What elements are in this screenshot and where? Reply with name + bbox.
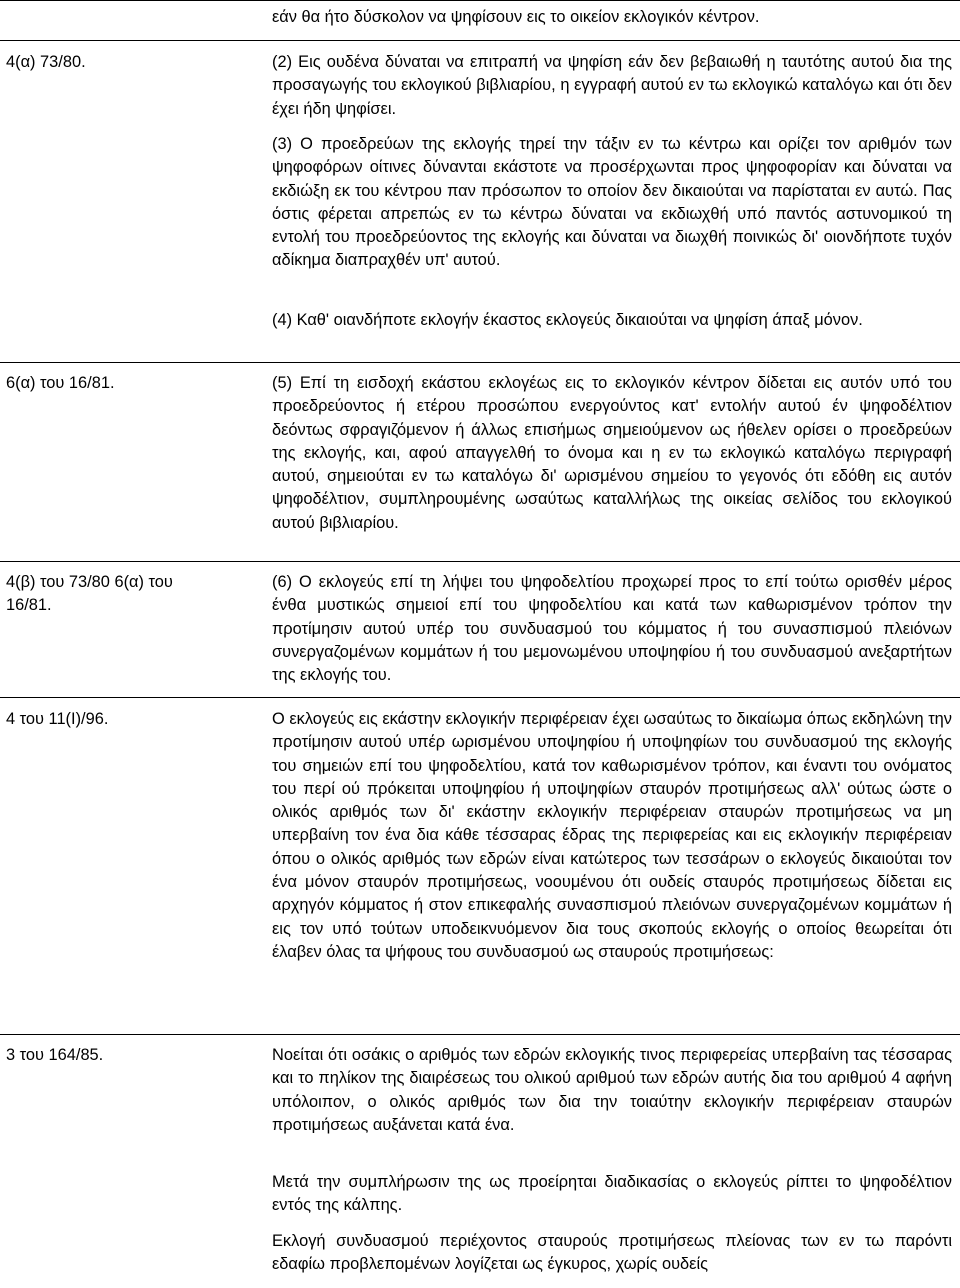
provision-paragraph: εάν θα ήτο δύσκολον να ψηφίσουν εις το οικείον εκλογικόν κέντρον. <box>272 8 760 26</box>
legal-reference: 4(α) 73/80. <box>6 53 86 71</box>
provision-paragraph: Νοείται ότι οσάκις ο αριθμός των εδρών εκλογικής τινος περιφερείας υπερβαίνη τας τέσσαρας και το πηλίκον της διαιρέσεως του ολικού αριθμού των εδρών αυτής δια του αριθμού 4 αφήνη υπόλοιπον, ο ολικός αριθμός των δια την τοιαύτην εκλογικήν περιφέρειαν σταυρών προτιμήσεως αυξάνεται κατά ένα. <box>272 1046 952 1134</box>
provision-paragraph: (2) Εις ουδένα δύναται να επιτραπή να ψηφίση εάν δεν βεβαιωθή η ταυτότης αυτού δια της προσαγωγής του εκλογικού βιβλιαρίου, η εγγραφή αυτού εν τω εκλογικώ καταλόγω και ότι δεν έχει ήδη ψηφίσει. <box>272 53 952 118</box>
row-divider <box>0 0 960 1</box>
row-divider <box>0 561 960 562</box>
row-divider <box>0 1034 960 1035</box>
provision-paragraph: Εκλογή συνδυασμού περιέχοντος σταυρούς προτιμήσεως πλείονας των εν τω παρόντι εδαφίω προβλεπομένων λογίζεται ως έγκυρος, χωρίς ουδείς <box>272 1232 952 1274</box>
provision-paragraph: (6) Ο εκλογεύς επί τη λήψει του ψηφοδελτίου προχωρεί προς το επί τούτω ορισθέν μέρος ένθα μυστικώς σημειοί επί του ψηφοδελτίου και κατά των καθωρισμένον τρόπον την προτίμησιν αυτού υπέρ του συνδυασμού του κόμματος ή του συνασπισμού πλειόνων συνεργαζομένων κομμάτων ή του μεμονωμένου υποψηφίου ή του συνδυασμού ανεξαρτήτων της εκλογής του. <box>272 573 952 685</box>
legal-reference: 3 του 164/85. <box>6 1046 104 1064</box>
provision-paragraph: (5) Επί τη εισδοχή εκάστου εκλογέως εις το εκλογικόν κέντρον δίδεται εις αυτόν υπό του προεδρεύοντος ή ετέρου προσώπου ενεργούντος κατ' εντολήν αυτού έν ψηφοδέλτιον δεόντως σφραγιζόμενον ή άλλως επισήμως σημειούμενον ως ήθελεν ορίσει ο προεδρεύων της εκλογής, και, αφού απαγγελθή το όνομα και η εν τω εκλογικώ καταλόγω περιγραφή αυτού, σημειούται εν τω καταλόγω δι' ωρισμένου σημείου το γεγονός ότι εδόθη εις αυτόν ψηφοδέλτιον, συμπληρουμένης ωσαύτως καταλλήλως της οικείας σελίδος του εκλογικού αυτού βιβλιαρίου. <box>272 374 952 532</box>
row-divider <box>0 362 960 363</box>
row-divider <box>0 697 960 698</box>
legal-reference: 6(α) του 16/81. <box>6 374 115 392</box>
provision-paragraph: (3) Ο προεδρεύων της εκλογής τηρεί την τάξιν εν τω κέντρω και ορίζει τον αριθμόν των ψηφοφόρων οίτινες δύνανται εκάστοτε να προσέρχωνται προς ψηφοφορίαν και δύναται να εκδιώξη εκ του κέντρου παν πρόσωπον το οποίον δεν δικαιούται να παρίσταται εν αυτώ. Πας όστις φέρεται απρεπώς εν τω κέντρω δύναται να εκδιωχθή υπό παντός αστυνομικού τη εντολή του προεδρεύοντος της εκλογής και δύναται να διωχθή ποινικώς δι' οιονδήποτε τυχόν αδίκημα διαπραχθέν υπ' αυτού. <box>272 135 952 270</box>
provision-paragraph: (4) Καθ' οιανδήποτε εκλογήν έκαστος εκλογεύς δικαιούται να ψηφίση άπαξ μόνον. <box>272 311 863 329</box>
row-divider <box>0 40 960 41</box>
provision-paragraph: Ο εκλογεύς εις εκάστην εκλογικήν περιφέρειαν έχει ωσαύτως το δικαίωμα όπως εκδηλώνη την προτίμησιν αυτού υπέρ ωρισμένου υποψηφίου ή υποψηφίων του συνδυασμού της εκλογής του σημειών επί του ψηφοδελτίου, κατά τον καθωρισμένον τρόπον, και έναντι του ονόματος του περί ού πρόκειται υποψηφίου ή υποψηφίων σταυρόν προτιμήσεως αλλ' ούτως ώστε ο ολικός αριθμός των δι' εκάστην εκλογικήν περιφέρειαν σταυρών προτιμήσεως να μη υπερβαίνη τον ένα δια κάθε τέσσαρας έδρας της περιφερείας και εις εκλογικήν περιφέρειαν όπου ο ολικός αριθμός των εδρών είναι κατώτερος των τεσσάρων ο εκλογεύς δικαιούται τον ένα μόνον σταυρόν προτιμήσεως, νοουμένου ότι ουδείς σταυρός προτιμήσεως δίδεται εις αρχηγόν κόμματος ή στον επικεφαλής συνασπισμού πλειόνων συνεργαζομένων κομμάτων ή εις τον υπό τούτων υποδεικνυόμενον δια τους σκοπούς εκλογής ο οποίος θεωρείται ότι έλαβεν όλας τα ψήφους του συνδυασμού ως σταυρούς προτιμήσεως: <box>272 710 952 961</box>
provision-paragraph: Μετά την συμπλήρωσιν της ως προείρηται διαδικασίας ο εκλογεύς ρίπτει το ψηφοδέλτιον εντός της κάλπης. <box>272 1173 952 1215</box>
legal-reference: 4 του 11(I)/96. <box>6 710 109 728</box>
legal-reference: 4(β) του 73/80 6(α) του 16/81. <box>6 573 173 615</box>
